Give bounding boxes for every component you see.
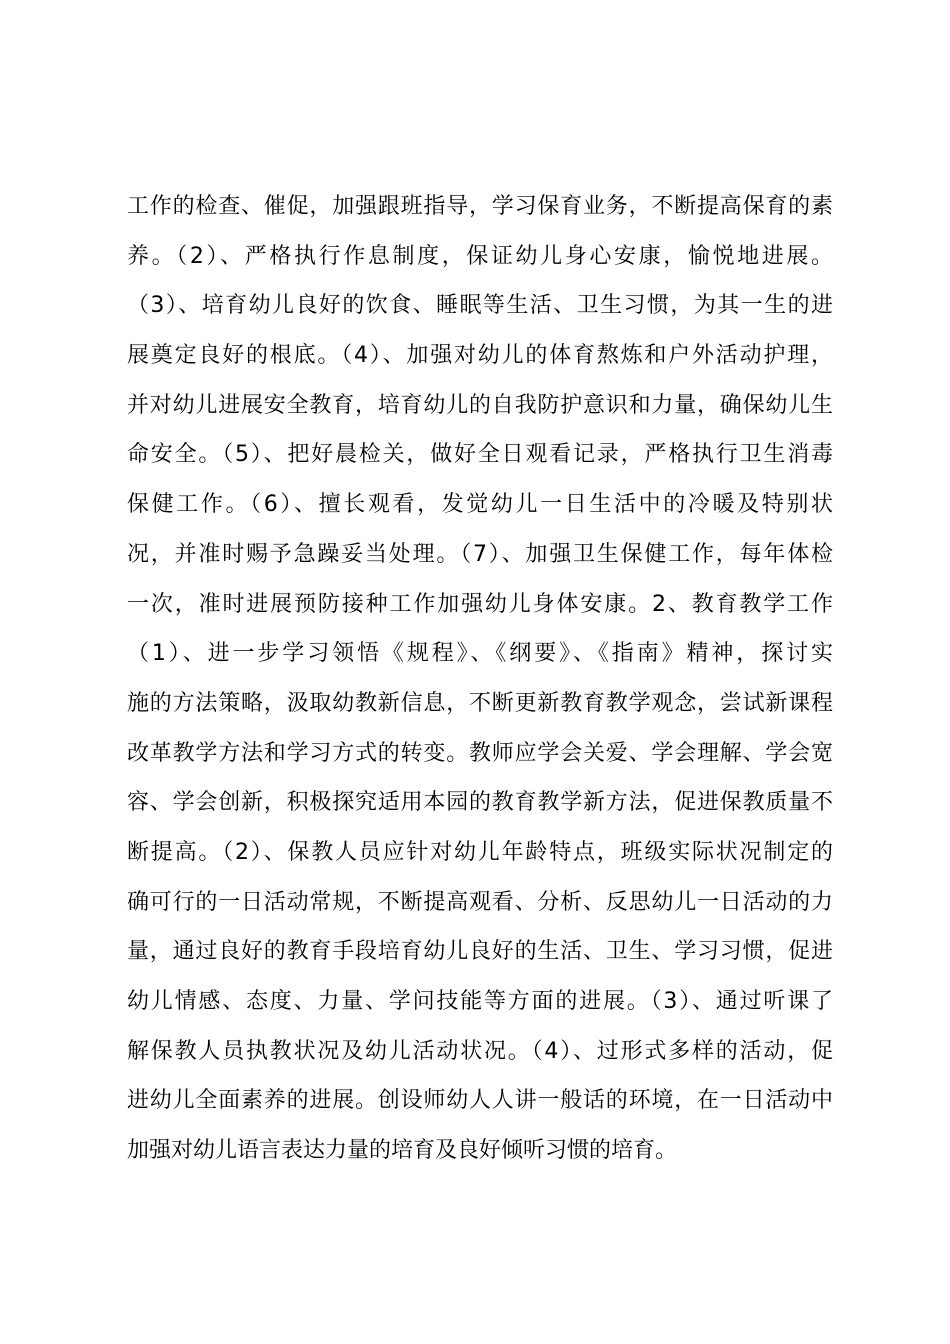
text-line: 施的方法策略，汲取幼教新信息，不断更新教育教学观念，尝试新课程 — [127, 690, 833, 716]
text-line: （3）、培育幼儿良好的饮食、睡眠等生活、卫生习惯，为其一生的进 — [127, 293, 833, 319]
text-line: 展奠定良好的根底。（4）、加强对幼儿的体育熬炼和户外活动护理， — [127, 343, 833, 369]
text-line: 并对幼儿进展安全教育，培育幼儿的自我防护意识和力量，确保幼儿生 — [127, 392, 833, 418]
text-line: 加强对幼儿语言表达力量的培育及良好倾听习惯的培育。 — [127, 1138, 678, 1164]
text-line: 幼儿情感、态度、力量、学问技能等方面的进展。（3）、通过听课了 — [127, 989, 833, 1014]
text-line: 工作的检查、催促，加强跟班指导，学习保育业务，不断提高保育的素 — [127, 194, 833, 219]
text-line: 保健工作。（6）、擅长观看，发觉幼儿一日生活中的冷暖及特别状 — [127, 492, 833, 518]
text-line: 况，并准时赐予急躁妥当处理。（7）、加强卫生保健工作，每年体检 — [127, 541, 833, 567]
text-line: 命安全。（5）、把好晨检关，做好全日观看记录，严格执行卫生消毒 — [127, 442, 833, 468]
text-line: 确可行的一日活动常规，不断提高观看、分析、反思幼儿一日活动的力 — [127, 889, 833, 915]
text-line: 进幼儿全面素养的进展。创设师幼人人讲一般话的环境，在一日活动中 — [127, 1088, 833, 1114]
body-paragraph — [127, 182, 833, 1176]
text-line: 改革教学方法和学习方式的转变。教师应学会关爱、学会理解、学会宽 — [127, 740, 833, 766]
text-line: 养。（2）、严格执行作息制度，保证幼儿身心安康，愉悦地进展。 — [127, 243, 833, 269]
text-line: 容、学会创新，积极探究适用本园的教育教学新方法，促进保教质量不 — [127, 790, 833, 816]
text-line: （1）、进一步学习领悟《规程》、《纲要》、《指南》精神，探讨实 — [127, 641, 833, 667]
text-line: 一次，准时进展预防接种工作加强幼儿身体安康。2、教育教学工作 — [127, 591, 833, 617]
text-line: 解保教人员执教状况及幼儿活动状况。（4）、过形式多样的活动，促 — [127, 1038, 833, 1064]
text-line: 断提高。（2）、保教人员应针对幼儿年龄特点，班级实际状况制定的 — [127, 839, 833, 865]
text-line: 量，通过良好的教育手段培育幼儿良好的生活、卫生、学习习惯，促进 — [127, 939, 833, 965]
